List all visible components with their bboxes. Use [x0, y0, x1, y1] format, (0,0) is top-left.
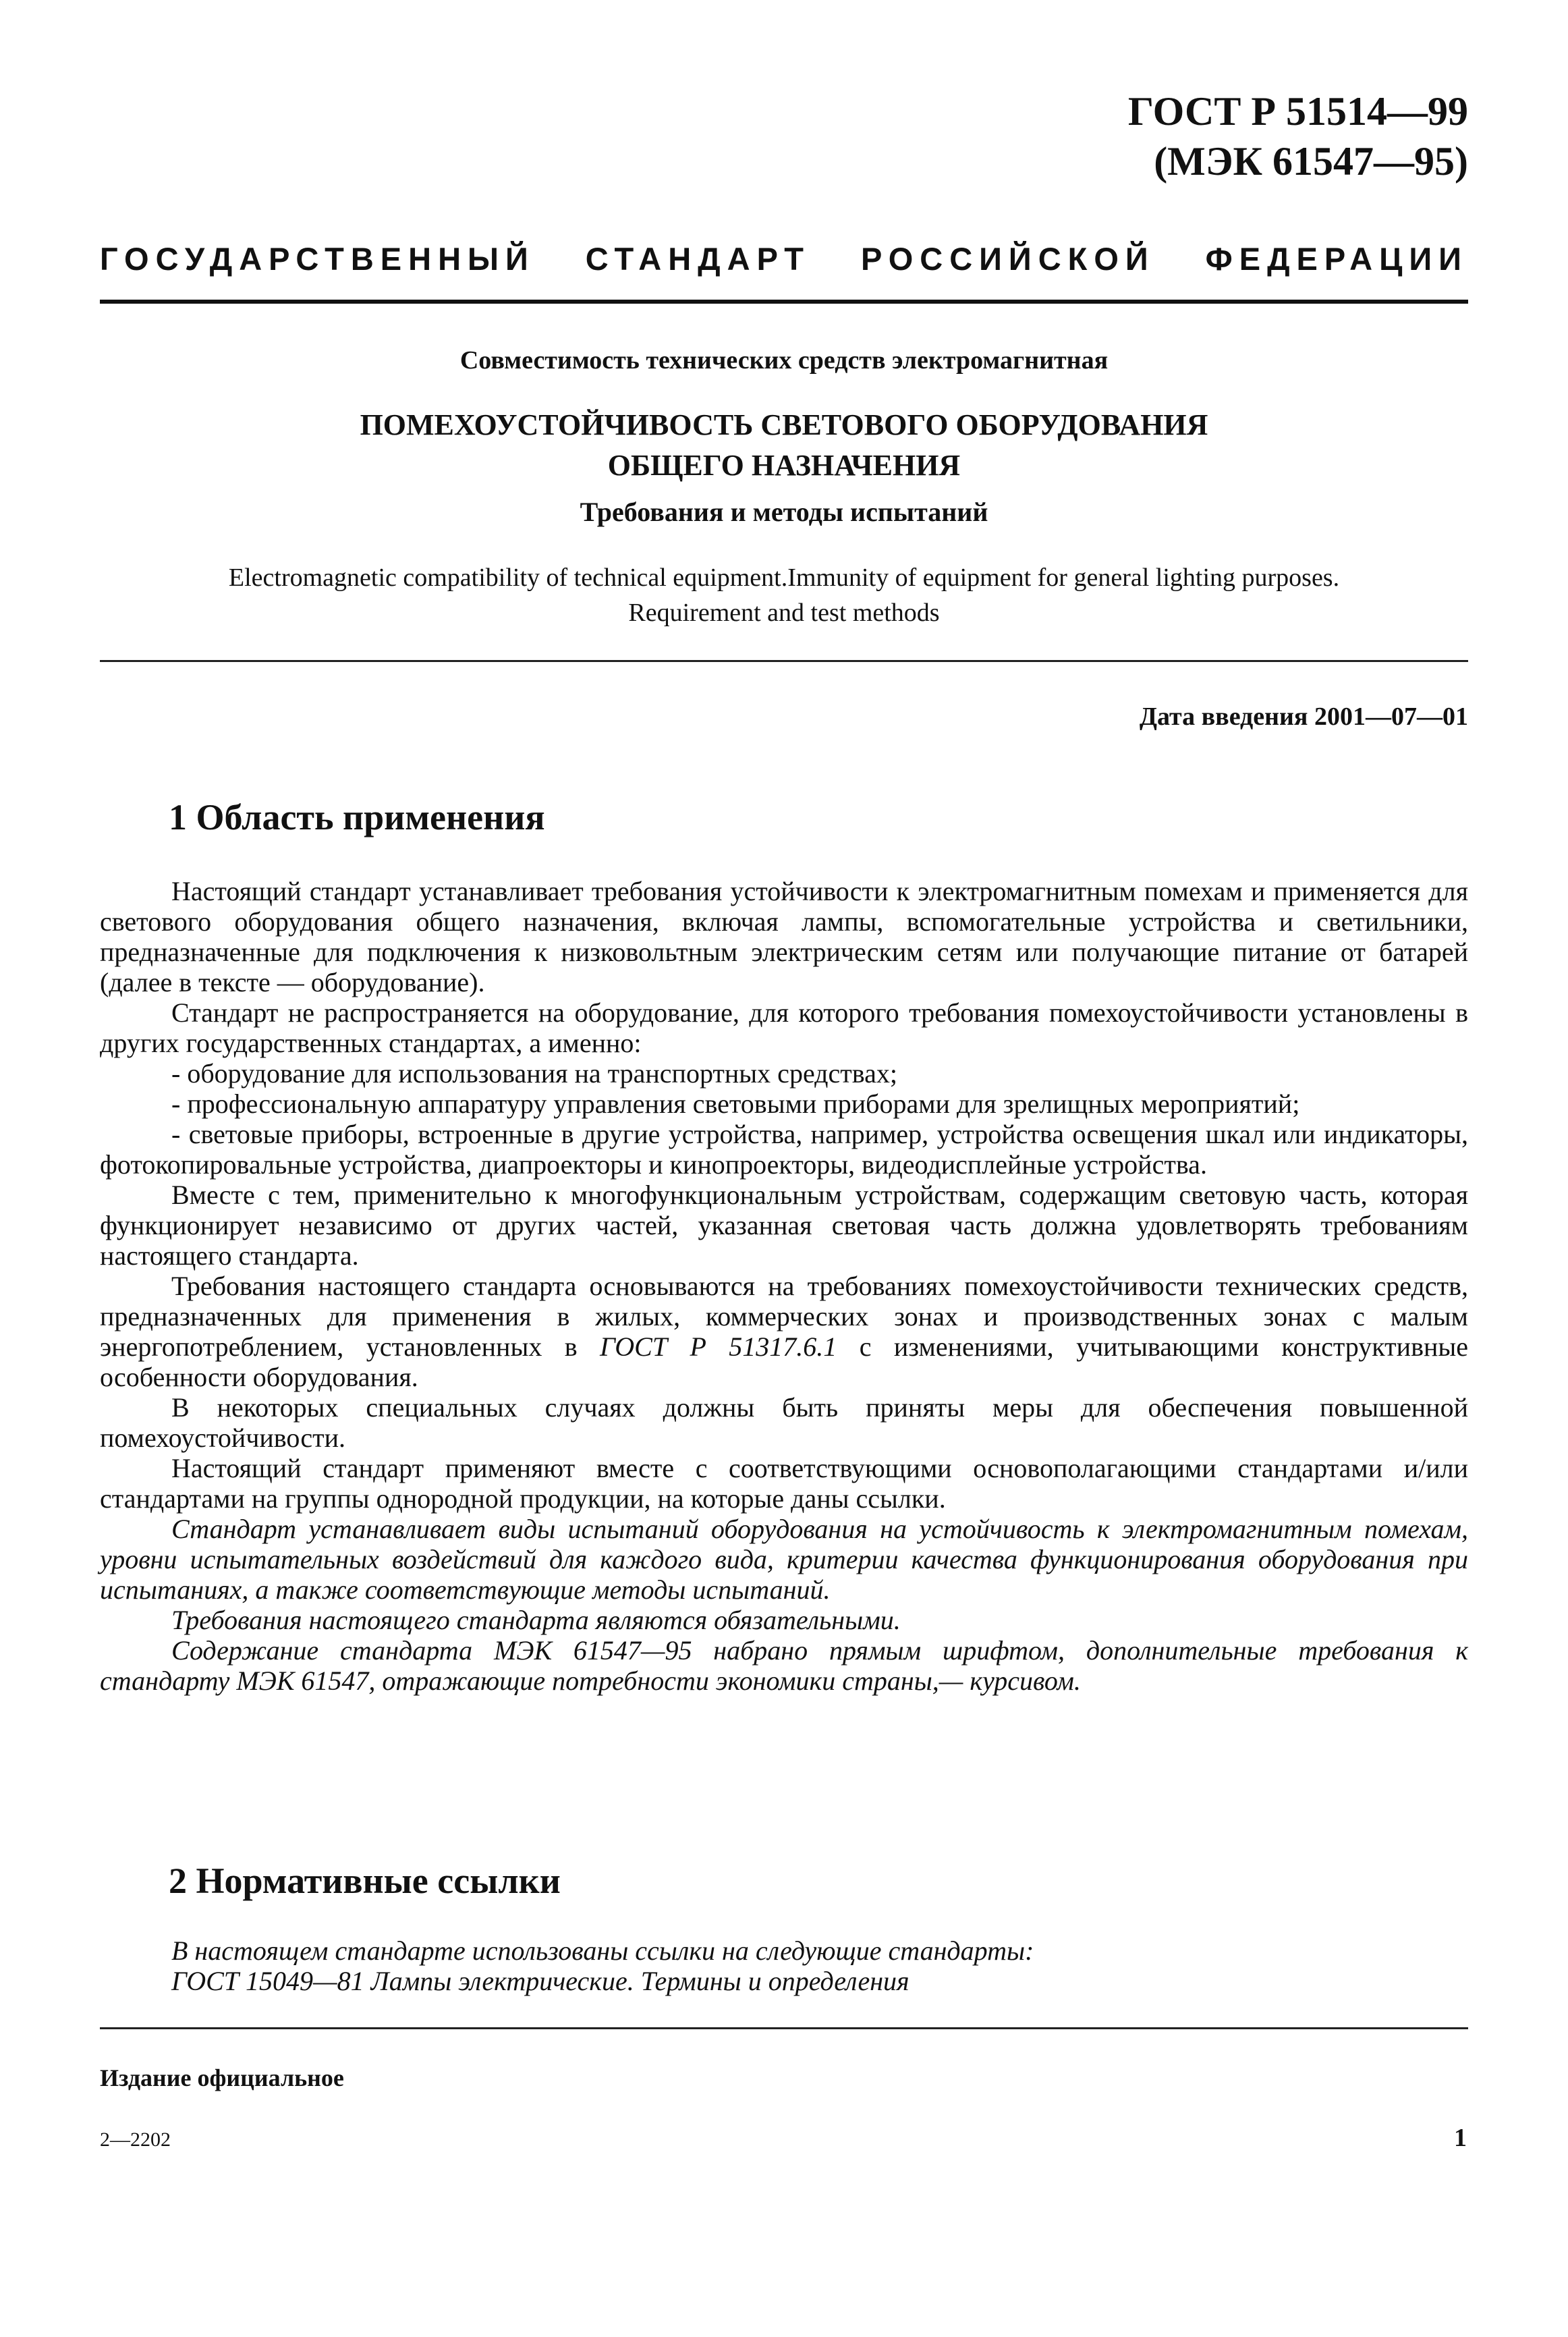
standard-number-block: [1128, 86, 1468, 186]
paragraph: Стандарт не распространяется на оборудование, для которого требования помехоустойчивости установлены в других государственных стандартах, а именно:: [100, 997, 1468, 1058]
italic-paragraph: Стандарт устанавливает виды испытаний оборудования на устойчивость к электромагнитным помехам, уровни испытательных воздействий для каждого вида, критерии качества функционирования оборудования при испытаниях, а также соответствующие методы испытаний.: [100, 1514, 1468, 1605]
paragraph: Вместе с тем, применительно к многофункциональным устройствам, содержащим световую часть, которая функционирует независимо от других частей, указанная световая часть должна удовлетворять требованиям настоящего стандарта.: [100, 1180, 1468, 1271]
page-number: 1: [1454, 2124, 1467, 2152]
paragraph: Настоящий стандарт применяют вместе с соответствующими основополагающими стандартами и/или стандартами на группы однородной продукции, на которые даны ссылки.: [100, 1453, 1468, 1514]
title-rule: [100, 660, 1468, 662]
introduction-date: Дата введения 2001—07—01: [1139, 703, 1468, 731]
state-standard-heading: [100, 240, 1468, 277]
italic-paragraph: Содержание стандарта МЭК 61547—95 набрано прямым шрифтом, дополнительные требования к стандарту МЭК 61547, отражающие потребности экономики страны,— курсивом.: [100, 1635, 1468, 1696]
iec-number: (МЭК 61547—95): [1154, 139, 1468, 184]
title-line: ОБЩЕГО НАЗНАЧЕНИЯ: [607, 449, 961, 482]
reference-item: ГОСТ 15049—81 Лампы электрические. Термины и определения: [171, 1966, 909, 1996]
section-2-body: [100, 1935, 1468, 1996]
list-item: - световые приборы, встроенные в другие устройства, например, устройства освещения шкал или индикаторы, фотокопировальные устройства, диапроекторы и кинопроекторы, видеодисплейные устройства.: [100, 1119, 1468, 1180]
heading-word: ФЕДЕРАЦИИ: [1205, 241, 1468, 277]
paragraph-text: с изменениями, учитывающими конструктивные особенности оборудования.: [100, 1331, 1468, 1392]
paragraph: Настоящий стандарт устанавливает требования устойчивости к электромагнитным помехам и применяется для светового оборудования общего назначения, включая лампы, вспомогательные устройства и светильники, предназначенные для подключения к низковольтным электрическим сетям или получающие питание от батарей (далее в тексте — оборудование).: [100, 876, 1468, 997]
paragraph: [100, 1271, 1468, 1392]
edition-label: Издание официальное: [100, 2064, 344, 2091]
list-item: - профессиональную аппаратуру управления световыми приборами для зрелищных мероприятий;: [171, 1089, 1300, 1119]
english-title: [100, 560, 1468, 630]
standard-subtitle: Требования и методы испытаний: [580, 497, 988, 527]
section-1-body: [100, 876, 1468, 1696]
standard-reference: ГОСТ Р 51317.6.1: [600, 1331, 837, 1362]
footer-rule: [100, 2027, 1468, 2029]
header-rule: [100, 300, 1468, 304]
english-line: Electromagnetic compatibility of technical equipment.Immunity of equipment for general lighting purposes.: [228, 563, 1340, 592]
italic-paragraph: В настоящем стандарте использованы ссылки на следующие стандарты:: [171, 1935, 1034, 1966]
heading-word: РОССИЙСКОЙ: [860, 241, 1155, 277]
title-line: ПОМЕХОУСТОЙЧИВОСТЬ СВЕТОВОГО ОБОРУДОВАНИЯ: [360, 408, 1208, 441]
standard-title: [100, 405, 1468, 486]
english-line: Requirement and test methods: [628, 599, 940, 627]
section-2-heading: 2 Нормативные ссылки: [169, 1861, 561, 1901]
paragraph: В некоторых специальных случаях должны быть приняты меры для обеспечения повышенной помехоустойчивости.: [100, 1392, 1468, 1453]
list-item: - оборудование для использования на транспортных средствах;: [171, 1058, 897, 1089]
standard-subject: Совместимость технических средств электромагнитная: [459, 346, 1109, 375]
section-1-heading: 1 Область применения: [169, 797, 545, 837]
heading-word: ГОСУДАРСТВЕННЫЙ: [100, 241, 535, 277]
heading-word: СТАНДАРТ: [585, 241, 811, 277]
print-code: 2—2202: [100, 2128, 171, 2151]
paragraph-text: Требования настоящего стандарта основываются на требованиях помехоустойчивости технических средств, предназначенных для применения в жилых, коммерческих зонах и производственных зонах с малым энергопотреблением, установленных в: [100, 1271, 1468, 1362]
std-number: ГОСТ Р 51514—99: [1127, 89, 1468, 134]
italic-paragraph: Требования настоящего стандарта являются обязательными.: [171, 1605, 901, 1635]
